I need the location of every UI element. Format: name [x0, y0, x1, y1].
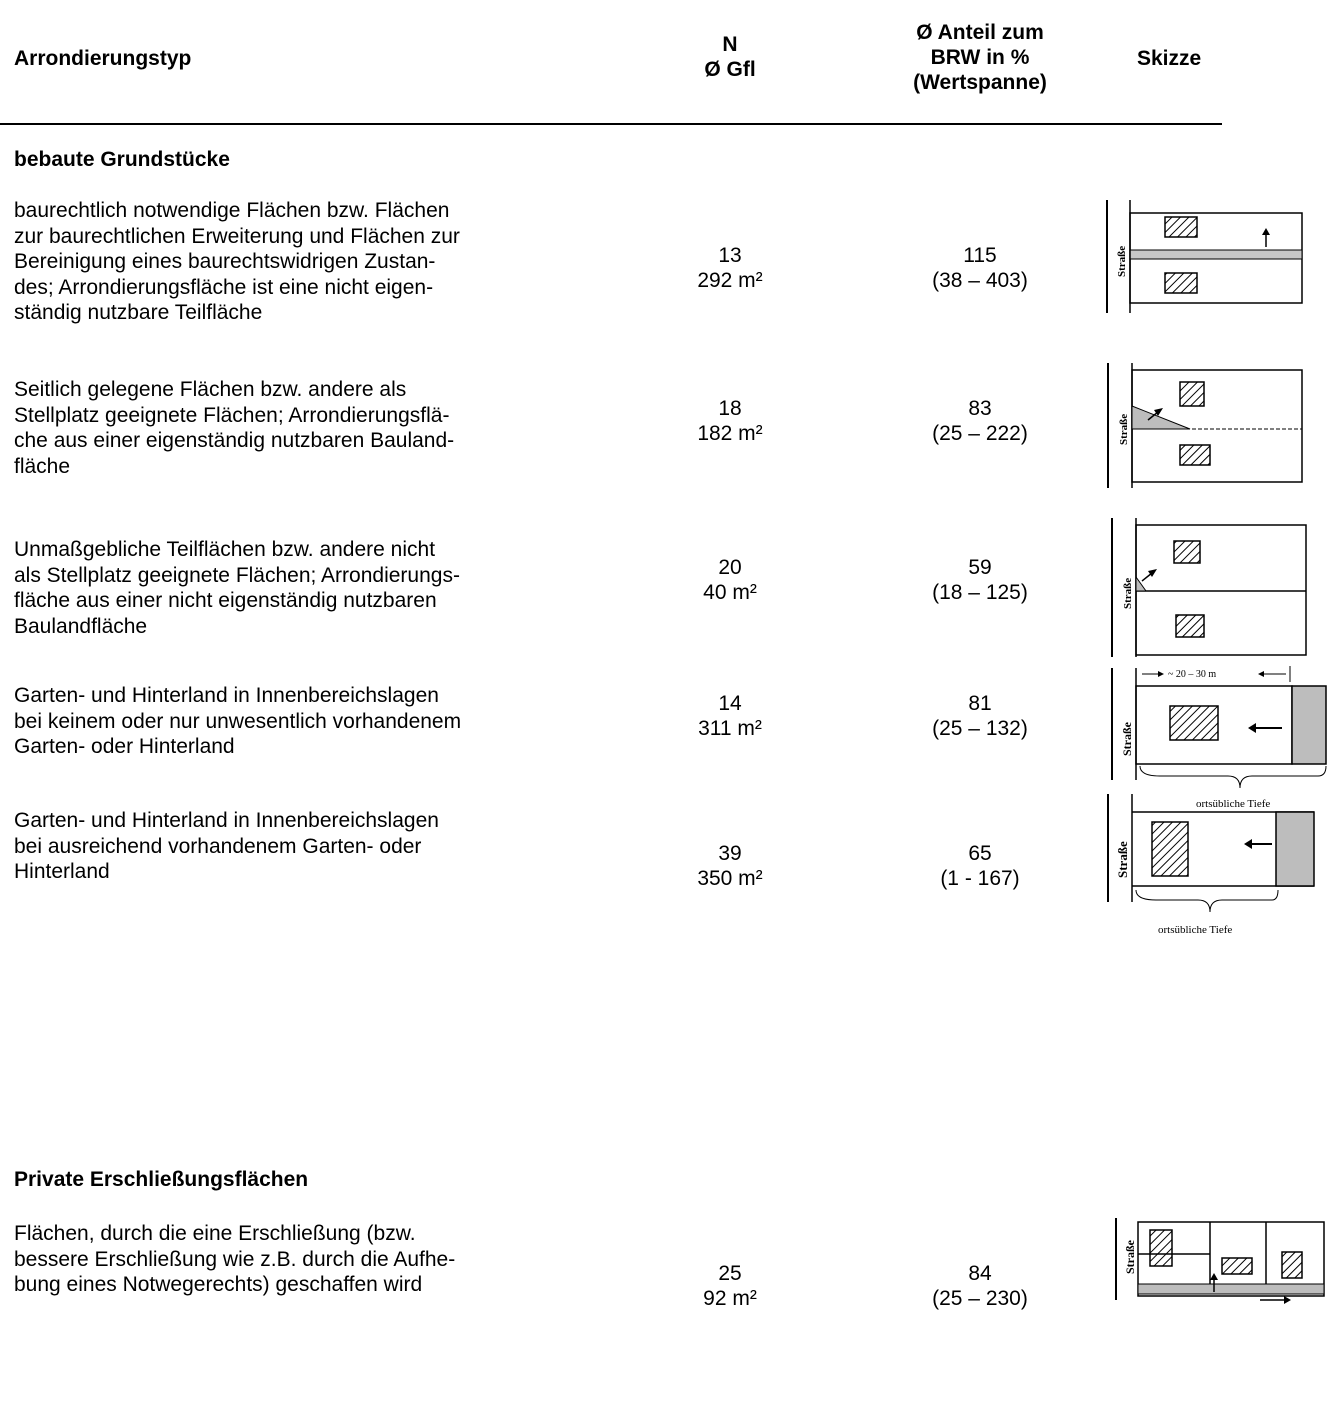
range: (18 – 125): [932, 581, 1028, 604]
share: 115: [963, 244, 997, 267]
desc-line: bessere Erschließung wie z.B. durch die Aufhe-: [14, 1247, 456, 1271]
row-description: [14, 808, 594, 885]
row-description: [14, 198, 594, 326]
count: 25: [718, 1262, 742, 1285]
desc-line: Stellplatz geeignete Flächen; Arrondierungsflä-: [14, 403, 450, 427]
count: 14: [718, 692, 742, 715]
building-hatch: [1174, 541, 1200, 563]
depth-label: ortsübliche Tiefe: [1158, 924, 1233, 936]
street-label: Straße: [1122, 577, 1134, 609]
count: 13: [718, 244, 742, 267]
header-share-line: BRW in %: [930, 46, 1030, 69]
avg-area: 182 m²: [697, 422, 763, 445]
desc-line: Garten- und Hinterland in Innenbereichslagen: [14, 809, 439, 832]
share: 59: [968, 556, 992, 579]
header-rule: [0, 123, 1222, 125]
avg-area: 292 m²: [697, 269, 763, 292]
dimension-label: ~ 20 – 30 m: [1168, 669, 1217, 680]
desc-line: als Stellplatz geeignete Flächen; Arrondierungs-: [14, 563, 460, 587]
row-count-area: [640, 243, 820, 293]
share: 83: [968, 397, 992, 420]
share: 81: [968, 692, 992, 715]
row-share: [880, 841, 1080, 891]
desc-line: Garten- oder Hinterland: [14, 735, 235, 758]
count: 18: [718, 397, 742, 420]
range: (25 – 132): [932, 717, 1028, 740]
row-description: [14, 377, 594, 479]
street-label: Straße: [1116, 245, 1128, 277]
building-hatch: [1152, 822, 1188, 876]
arrondierung-area: [1138, 1284, 1324, 1294]
sketch-6: [1110, 1216, 1328, 1316]
desc-line: Seitlich gelegene Flächen bzw. andere als: [14, 378, 407, 401]
desc-line: Bereinigung eines baurechtswidrigen Zustan-: [14, 250, 436, 273]
building-hatch: [1165, 217, 1197, 237]
share: 65: [968, 842, 992, 865]
desc-line: Hinterland: [14, 860, 110, 883]
building-hatch: [1176, 615, 1204, 637]
header-n: [640, 32, 820, 82]
row-share: [880, 243, 1080, 293]
building-hatch: [1150, 1230, 1172, 1266]
sketch-3: [1100, 515, 1310, 660]
desc-line: che aus einer eigenständig nutzbaren Bauland-: [14, 429, 455, 452]
row-count-area: [640, 1261, 820, 1311]
header-share: [880, 20, 1080, 95]
row-share: [880, 555, 1080, 605]
share: 84: [968, 1262, 992, 1285]
avg-area: 92 m²: [703, 1287, 757, 1310]
header-n-line: N: [722, 33, 738, 56]
sketch-2: [1100, 360, 1310, 492]
section-title: Private Erschließungsflächen: [14, 1168, 309, 1191]
desc-line: bei ausreichend vorhandenem Garten- oder: [14, 834, 422, 858]
desc-line: Baulandfläche: [14, 614, 148, 638]
desc-line: Flächen, durch die eine Erschließung (bzw.: [14, 1222, 416, 1245]
desc-line: bei keinem oder nur unwesentlich vorhandenem: [14, 709, 462, 733]
depth-label: ortsübliche Tiefe: [1196, 798, 1271, 810]
sketch-4: [1100, 662, 1328, 812]
desc-line: bung eines Notwegerechts) geschaffen wird: [14, 1273, 423, 1296]
desc-line: Unmaßgebliche Teilflächen bzw. andere nicht: [14, 538, 436, 561]
building-hatch: [1180, 382, 1204, 406]
row-count-area: [640, 691, 820, 741]
desc-line: zur baurechtlichen Erweiterung und Flächen zur: [14, 224, 460, 248]
header-sketch: Skizze: [1137, 47, 1202, 70]
sketch-5: [1100, 792, 1320, 942]
section-title: bebaute Grundstücke: [14, 148, 230, 171]
row-share: [880, 691, 1080, 741]
avg-area: 311 m²: [698, 717, 762, 740]
header-type: Arrondierungstyp: [14, 47, 192, 70]
arrondierung-area: [1276, 812, 1314, 886]
street-label: Straße: [1123, 1240, 1137, 1274]
row-share: [880, 1261, 1080, 1311]
avg-area: 40 m²: [703, 581, 757, 604]
building-hatch: [1222, 1258, 1252, 1274]
building-hatch: [1282, 1252, 1302, 1278]
row-share: [880, 396, 1080, 446]
range: (25 – 222): [932, 422, 1028, 445]
row-description: [14, 1221, 594, 1298]
row-count-area: [640, 841, 820, 891]
street-label: Straße: [1115, 841, 1130, 878]
desc-line: ständig nutzbare Teilfläche: [14, 301, 263, 324]
count: 20: [718, 556, 742, 579]
desc-line: Garten- und Hinterland in Innenbereichslagen: [14, 684, 439, 707]
desc-line: baurechtlich notwendige Flächen bzw. Flächen: [14, 199, 450, 222]
building-hatch: [1170, 706, 1218, 740]
range: (1 - 167): [940, 867, 1020, 890]
sketch-1: [1100, 195, 1310, 315]
desc-line: fläche: [14, 454, 71, 478]
street-label: Straße: [1120, 722, 1134, 756]
street-label: Straße: [1118, 413, 1130, 445]
row-count-area: [640, 555, 820, 605]
row-description: [14, 683, 594, 760]
building-hatch: [1165, 273, 1197, 293]
count: 39: [718, 842, 742, 865]
desc-line: fläche aus einer nicht eigenständig nutzbaren: [14, 589, 437, 612]
avg-area: 350 m²: [697, 867, 763, 890]
header-n-line: Ø Gfl: [704, 58, 756, 81]
range: (25 – 230): [932, 1287, 1028, 1310]
arrondierung-area: [1292, 686, 1326, 764]
row-count-area: [640, 396, 820, 446]
building-hatch: [1180, 445, 1210, 465]
row-description: [14, 537, 594, 639]
range: (38 – 403): [932, 269, 1028, 292]
header-share-line: Ø Anteil zum: [916, 21, 1044, 44]
header-share-line: (Wertspanne): [913, 71, 1047, 94]
desc-line: des; Arrondierungsfläche ist eine nicht eigen-: [14, 275, 434, 299]
